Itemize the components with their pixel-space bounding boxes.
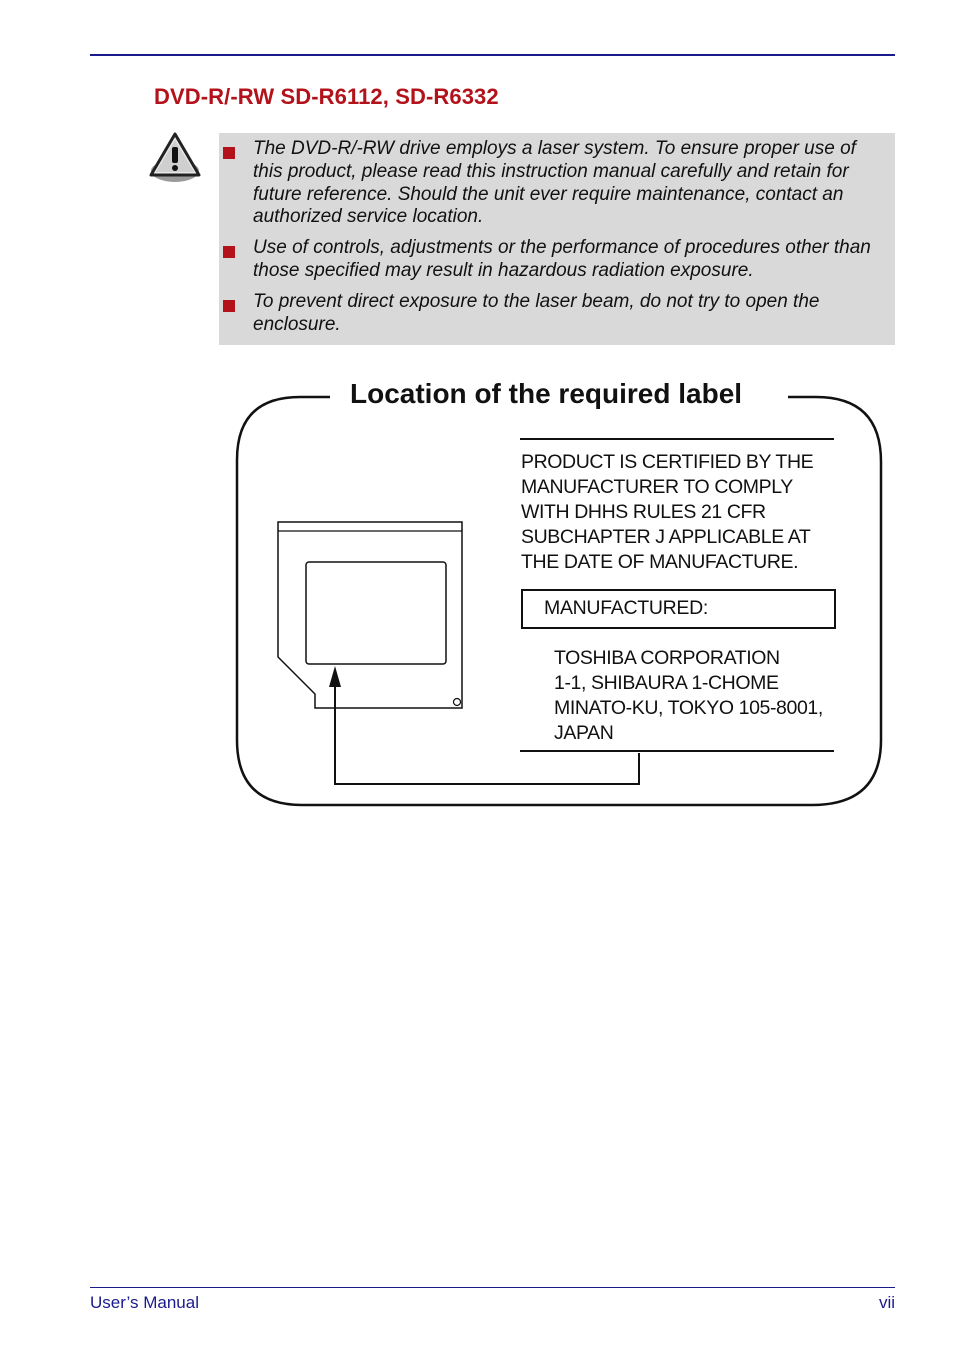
warning-text: To prevent direct exposure to the laser beam, do not try to open the enclosure. <box>253 290 820 335</box>
bullet-square-icon <box>223 147 235 159</box>
warning-box <box>219 133 895 345</box>
warning-triangle-icon <box>148 131 202 185</box>
label-area <box>306 562 446 664</box>
bullet-square-icon <box>223 246 235 258</box>
warning-item <box>219 138 887 229</box>
label-location-figure <box>230 372 890 812</box>
certification-text: PRODUCT IS CERTIFIED BY THE MANUFACTURER TO COMPLY WITH DHHS RULES 21 CFR SUBCHAPTER J APPLICABLE AT THE DATE OF MANUFACTURE. <box>521 451 814 573</box>
manufactured-label: MANUFACTURED: <box>544 597 709 619</box>
warning-item <box>219 291 887 337</box>
section-title: DVD-R/-RW SD-R6112, SD-R6332 <box>154 84 499 109</box>
warning-item <box>219 237 887 283</box>
footer-manual-title: User’s Manual <box>90 1293 199 1312</box>
page-number: vii <box>878 1293 895 1312</box>
figure-title: Location of the required label <box>350 378 743 409</box>
header-rule <box>90 54 895 56</box>
footer-rule <box>90 1287 895 1288</box>
manufacturer-address: TOSHIBA CORPORATION 1-1, SHIBAURA 1-CHOME MINATO-KU, TOKYO 105-8001, JAPAN <box>554 647 823 744</box>
warning-text: The DVD-R/-RW drive employs a laser system. To ensure proper use of this product, please read this instruction manual carefully and retain for future reference. Should the unit ever require maintenance, contact an authorized service location. <box>253 138 856 228</box>
bullet-square-icon <box>223 300 235 312</box>
warning-text: Use of controls, adjustments or the performance of procedures other than those specified may result in hazardous radiation exposure. <box>253 237 871 281</box>
